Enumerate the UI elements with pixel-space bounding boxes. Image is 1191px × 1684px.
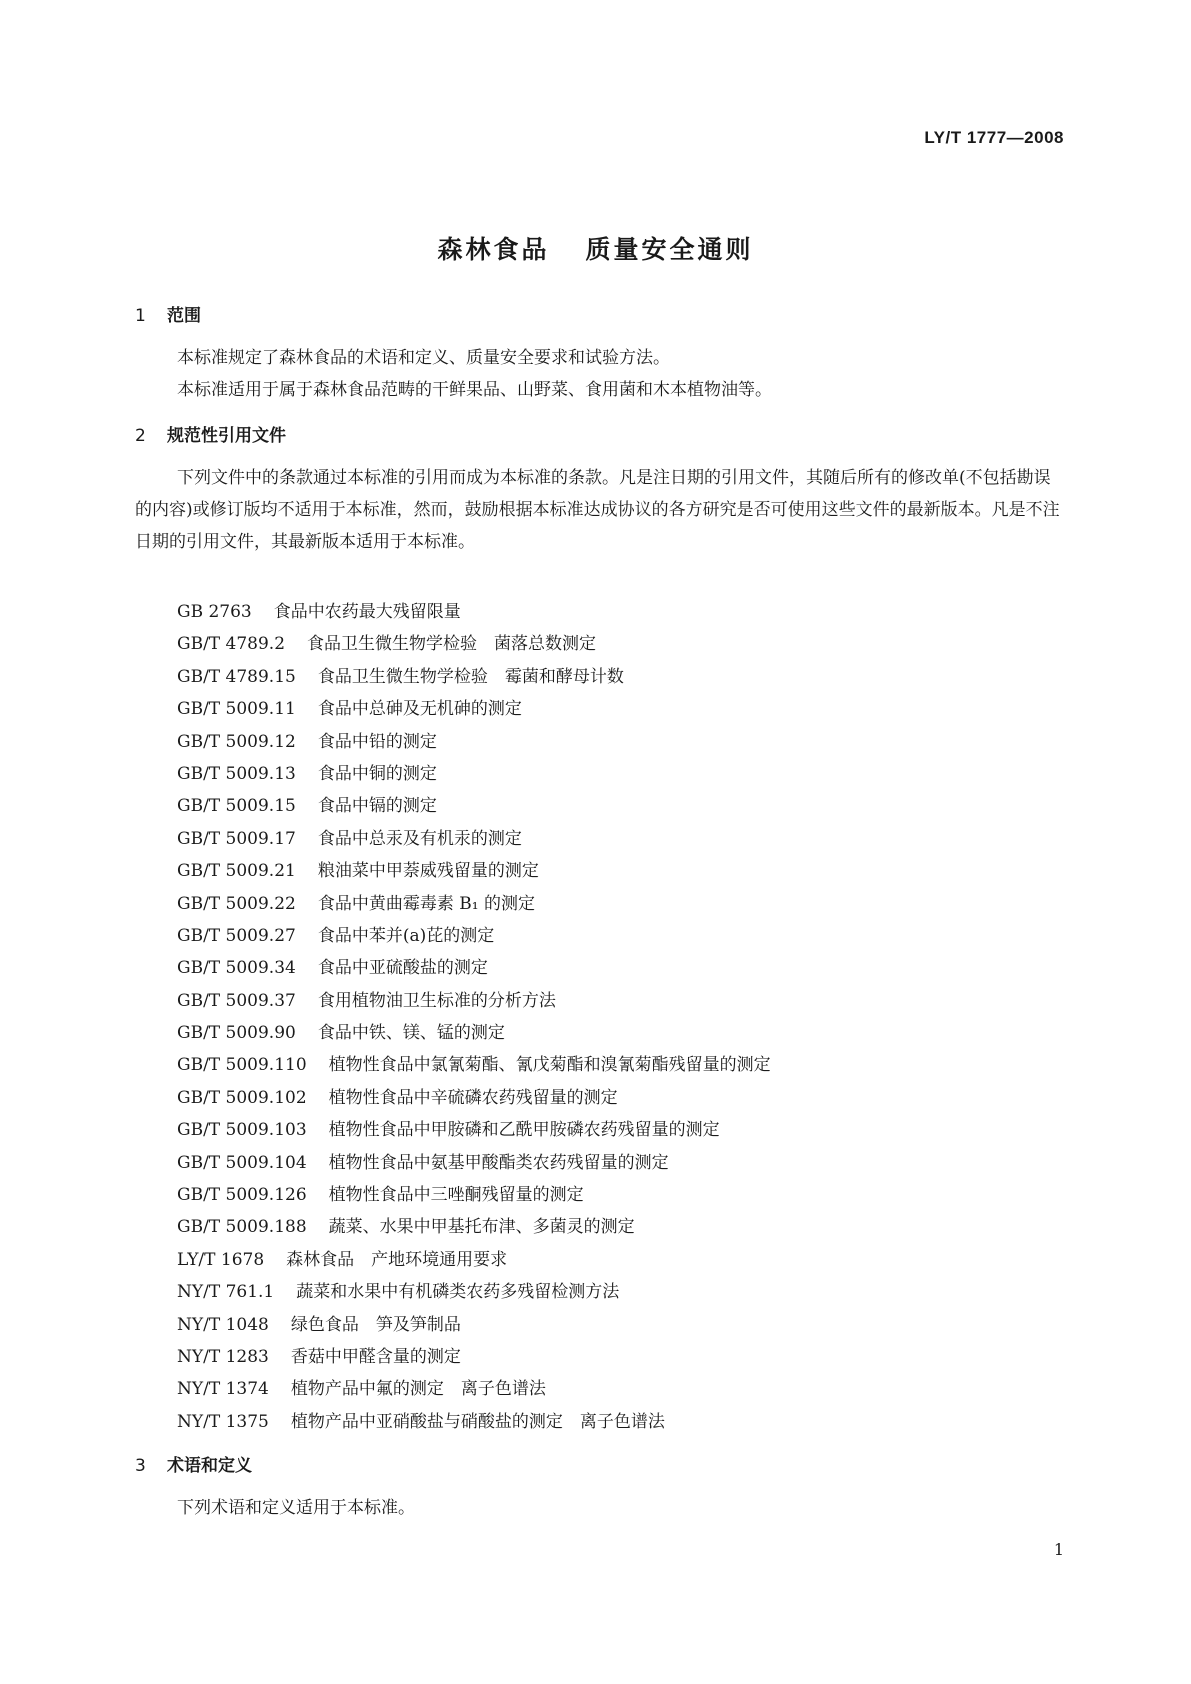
section-2-heading	[135, 421, 286, 446]
reference-item	[177, 1341, 771, 1373]
reference-item	[177, 628, 771, 660]
reference-item	[177, 758, 771, 790]
reference-item	[177, 1373, 771, 1405]
standard-code: LY/T 1777—2008	[924, 128, 1064, 147]
reference-title: 植物产品中亚硝酸盐与硝酸盐的测定 离子色谱法	[290, 1411, 665, 1432]
reference-item	[177, 1049, 771, 1081]
reference-code: GB/T 5009.104	[177, 1152, 307, 1173]
reference-title: 粮油菜中甲萘威残留量的测定	[317, 861, 539, 882]
reference-title: 食品中总汞及有机汞的测定	[317, 828, 522, 849]
reference-item	[177, 693, 771, 725]
reference-item	[177, 1406, 771, 1438]
reference-item	[177, 952, 771, 984]
section-title: 规范性引用文件	[167, 426, 286, 446]
reference-code: LY/T 1678	[177, 1249, 265, 1270]
reference-title: 食品中苯并(a)芘的测定	[317, 925, 495, 946]
reference-item	[177, 823, 771, 855]
reference-title: 食品中总砷及无机砷的测定	[317, 699, 522, 720]
reference-code: GB/T 5009.90	[177, 1023, 296, 1044]
reference-item	[177, 726, 771, 758]
reference-code: NY/T 1283	[177, 1346, 269, 1367]
reference-item	[177, 1114, 771, 1146]
reference-item	[177, 790, 771, 822]
section-title: 术语和定义	[167, 1456, 252, 1476]
reference-code: GB/T 5009.103	[177, 1120, 307, 1141]
paragraph: 本标准适用于属于森林食品范畴的干鲜果品、山野菜、食用菌和木本植物油等。	[177, 380, 772, 400]
section-title: 范围	[167, 306, 201, 326]
reference-code: NY/T 761.1	[177, 1282, 275, 1303]
reference-code: GB/T 5009.21	[177, 861, 296, 882]
reference-code: GB/T 5009.17	[177, 828, 296, 849]
paragraph: 本标准规定了森林食品的术语和定义、质量安全要求和试验方法。	[177, 348, 670, 368]
reference-code: NY/T 1374	[177, 1379, 269, 1400]
paragraph: 下列文件中的条款通过本标准的引用而成为本标准的条款。凡是注日期的引用文件，其随后所有的修改单(不包括勘误的内容)或修订版均不适用于本标准，然而，鼓励根据本标准达成协议的各方研究是否可使用这些文件的最新版本。凡是不注日期的引用文件，其最新版本适用于本标准。	[135, 468, 1060, 552]
reference-code: GB/T 5009.27	[177, 925, 296, 946]
reference-code: GB/T 5009.188	[177, 1217, 307, 1238]
section-1-body	[135, 342, 1065, 406]
reference-item	[177, 1082, 771, 1114]
reference-title: 食品中铁、镁、锰的测定	[317, 1023, 505, 1044]
document-title	[0, 230, 1191, 266]
reference-title: 植物性食品中氨基甲酸酯类农药残留量的测定	[328, 1152, 669, 1173]
reference-title: 食品卫生微生物学检验 菌落总数测定	[307, 634, 597, 655]
section-number: 1	[135, 306, 146, 326]
reference-title: 蔬菜和水果中有机磷类农药多残留检测方法	[296, 1282, 620, 1303]
reference-title: 食用植物油卫生标准的分析方法	[317, 990, 556, 1011]
reference-code: GB/T 5009.37	[177, 990, 296, 1011]
reference-item	[177, 1179, 771, 1211]
reference-code: GB/T 5009.22	[177, 893, 296, 914]
reference-item	[177, 920, 771, 952]
reference-code: GB/T 4789.15	[177, 666, 296, 687]
reference-title: 蔬菜、水果中甲基托布津、多菌灵的测定	[328, 1217, 635, 1238]
reference-code: GB/T 5009.15	[177, 796, 296, 817]
section-number: 3	[135, 1456, 146, 1476]
reference-code: GB 2763	[177, 602, 252, 622]
reference-item	[177, 985, 771, 1017]
reference-item	[177, 1276, 771, 1308]
reference-title: 食品中黄曲霉毒素 B₁ 的测定	[317, 893, 535, 914]
reference-code: NY/T 1375	[177, 1411, 269, 1432]
reference-code: GB/T 5009.102	[177, 1087, 307, 1108]
reference-item	[177, 888, 771, 920]
reference-item	[177, 661, 771, 693]
reference-title: 植物性食品中甲胺磷和乙酰甲胺磷农药残留量的测定	[328, 1120, 720, 1141]
reference-title: 食品中铜的测定	[317, 763, 437, 784]
reference-title: 植物性食品中辛硫磷农药残留量的测定	[328, 1087, 618, 1108]
reference-title: 食品卫生微生物学检验 霉菌和酵母计数	[317, 666, 624, 687]
reference-title: 植物产品中氟的测定 离子色谱法	[290, 1379, 546, 1400]
reference-title: 食品中镉的测定	[317, 796, 437, 817]
reference-list	[177, 596, 771, 1438]
reference-item	[177, 1017, 771, 1049]
reference-code: NY/T 1048	[177, 1314, 269, 1335]
reference-item	[177, 596, 771, 628]
reference-code: GB/T 5009.126	[177, 1185, 307, 1206]
title-part-2: 质量安全通则	[585, 235, 754, 264]
section-3-body	[135, 1492, 1065, 1524]
reference-item	[177, 1309, 771, 1341]
reference-title: 植物性食品中三唑酮残留量的测定	[328, 1185, 584, 1206]
section-2-body	[135, 462, 1065, 558]
reference-code: GB/T 5009.11	[177, 699, 296, 720]
reference-title: 食品中铅的测定	[317, 731, 437, 752]
reference-code: GB/T 5009.13	[177, 763, 296, 784]
reference-code: GB/T 5009.110	[177, 1055, 307, 1076]
reference-code: GB/T 5009.12	[177, 731, 296, 752]
section-number: 2	[135, 426, 146, 446]
reference-title: 食品中亚硫酸盐的测定	[317, 958, 488, 979]
section-3-heading	[135, 1451, 252, 1476]
page-number: 1	[1053, 1540, 1064, 1559]
section-1-heading	[135, 301, 201, 326]
reference-item	[177, 1244, 771, 1276]
title-part-1: 森林食品	[437, 235, 550, 264]
reference-title: 绿色食品 笋及笋制品	[290, 1314, 461, 1335]
reference-title: 香菇中甲醛含量的测定	[290, 1346, 461, 1367]
reference-item	[177, 855, 771, 887]
reference-item	[177, 1147, 771, 1179]
reference-title: 森林食品 产地环境通用要求	[286, 1249, 508, 1270]
reference-code: GB/T 5009.34	[177, 958, 296, 979]
paragraph: 下列术语和定义适用于本标准。	[177, 1498, 415, 1518]
reference-title: 植物性食品中氯氰菊酯、氰戊菊酯和溴氰菊酯残留量的测定	[328, 1055, 771, 1076]
reference-title: 食品中农药最大残留限量	[273, 602, 461, 622]
reference-item	[177, 1211, 771, 1243]
reference-code: GB/T 4789.2	[177, 634, 286, 655]
